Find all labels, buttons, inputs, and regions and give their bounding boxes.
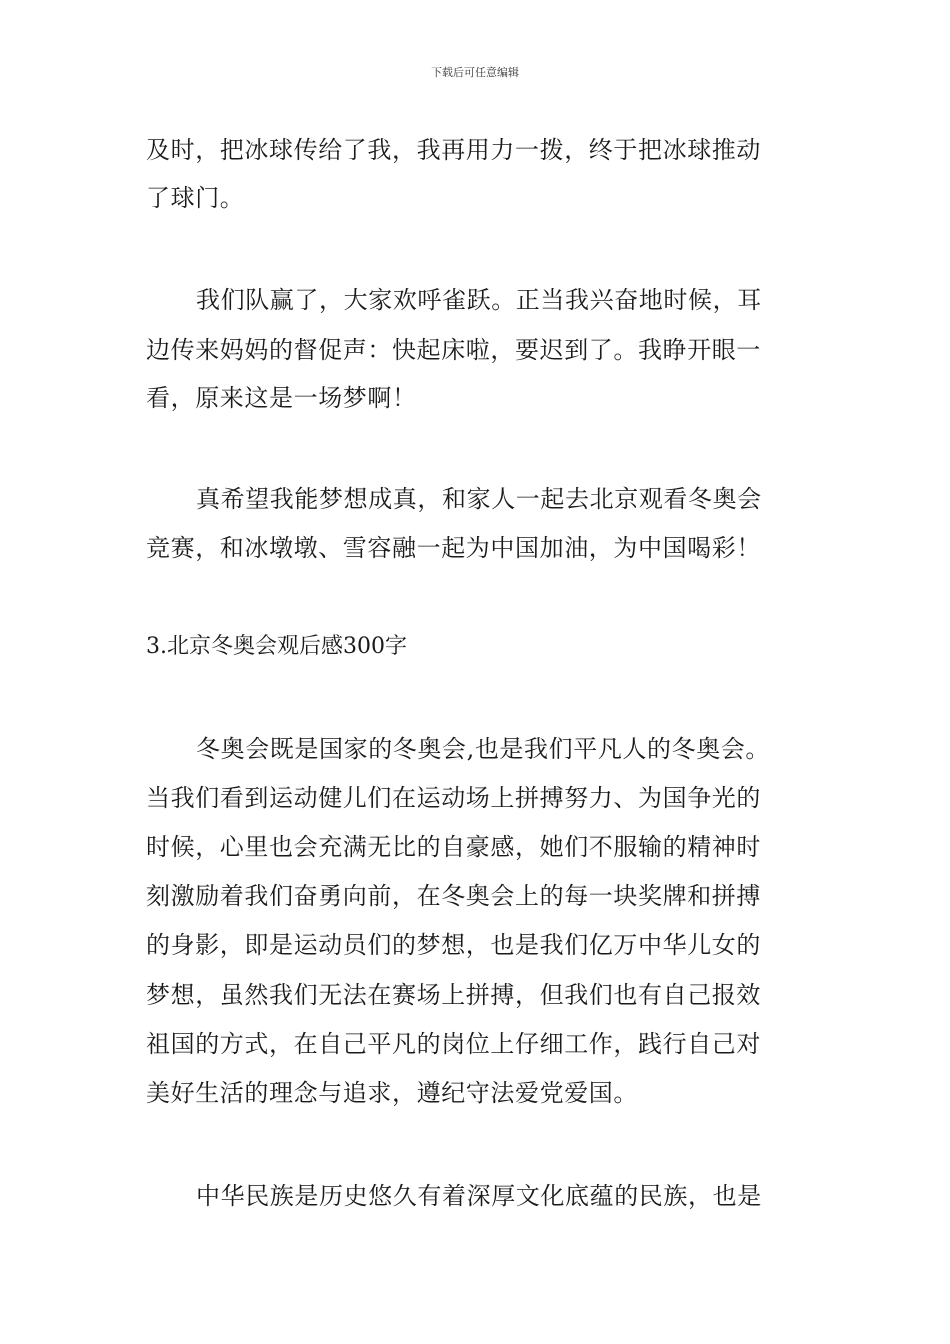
paragraph-3-line-1: 真希望我能梦想成真，和家人一起去北京观看冬奥会 (196, 485, 762, 513)
paragraph-4-line-7: 祖国的方式，在自己平凡的岗位上仔细工作，践行自己对 (146, 1030, 761, 1058)
section-heading: 3.北京冬奥会观后感300字 (146, 634, 407, 659)
paragraph-3-line-2: 竞赛，和冰墩墩、雪容融一起为中国加油，为中国喝彩！ (146, 534, 761, 562)
paragraph-1-line-1: 及时，把冰球传给了我，我再用力一拨，终于把冰球推动 (146, 136, 761, 164)
paragraph-2-line-2: 边传来妈妈的督促声：快起床啦，要迟到了。我睁开眼一 (146, 336, 761, 364)
paragraph-4-line-2: 当我们看到运动健儿们在运动场上拼搏努力、为国争光的 (146, 784, 761, 812)
paragraph-5-line-1: 中华民族是历史悠久有着深厚文化底蕴的民族，也是 (196, 1182, 762, 1210)
paragraph-4-line-3: 时候，心里也会充满无比的自豪感，她们不服输的精神时 (146, 833, 761, 861)
paragraph-2-line-1: 我们队赢了，大家欢呼雀跃。正当我兴奋地时候，耳 (196, 286, 762, 314)
paragraph-4-line-4: 刻激励着我们奋勇向前，在冬奥会上的每一块奖牌和拼搏 (146, 882, 761, 910)
paragraph-2-line-3: 看，原来这是一场梦啊！ (146, 384, 417, 412)
page-header-watermark: 下载后可任意编辑 (431, 66, 519, 79)
paragraph-4-line-5: 的身影，即是运动员们的梦想，也是我们亿万中华儿女的 (146, 931, 761, 959)
paragraph-4-line-1: 冬奥会既是国家的冬奥会,也是我们平凡人的冬奥会。 (196, 735, 771, 763)
paragraph-1-line-2: 了球门。 (146, 184, 245, 212)
paragraph-4-line-8: 美好生活的理念与追求，遵纪守法爱党爱国。 (146, 1079, 638, 1107)
paragraph-4-line-6: 梦想，虽然我们无法在赛场上拼搏，但我们也有自己报效 (146, 981, 761, 1009)
